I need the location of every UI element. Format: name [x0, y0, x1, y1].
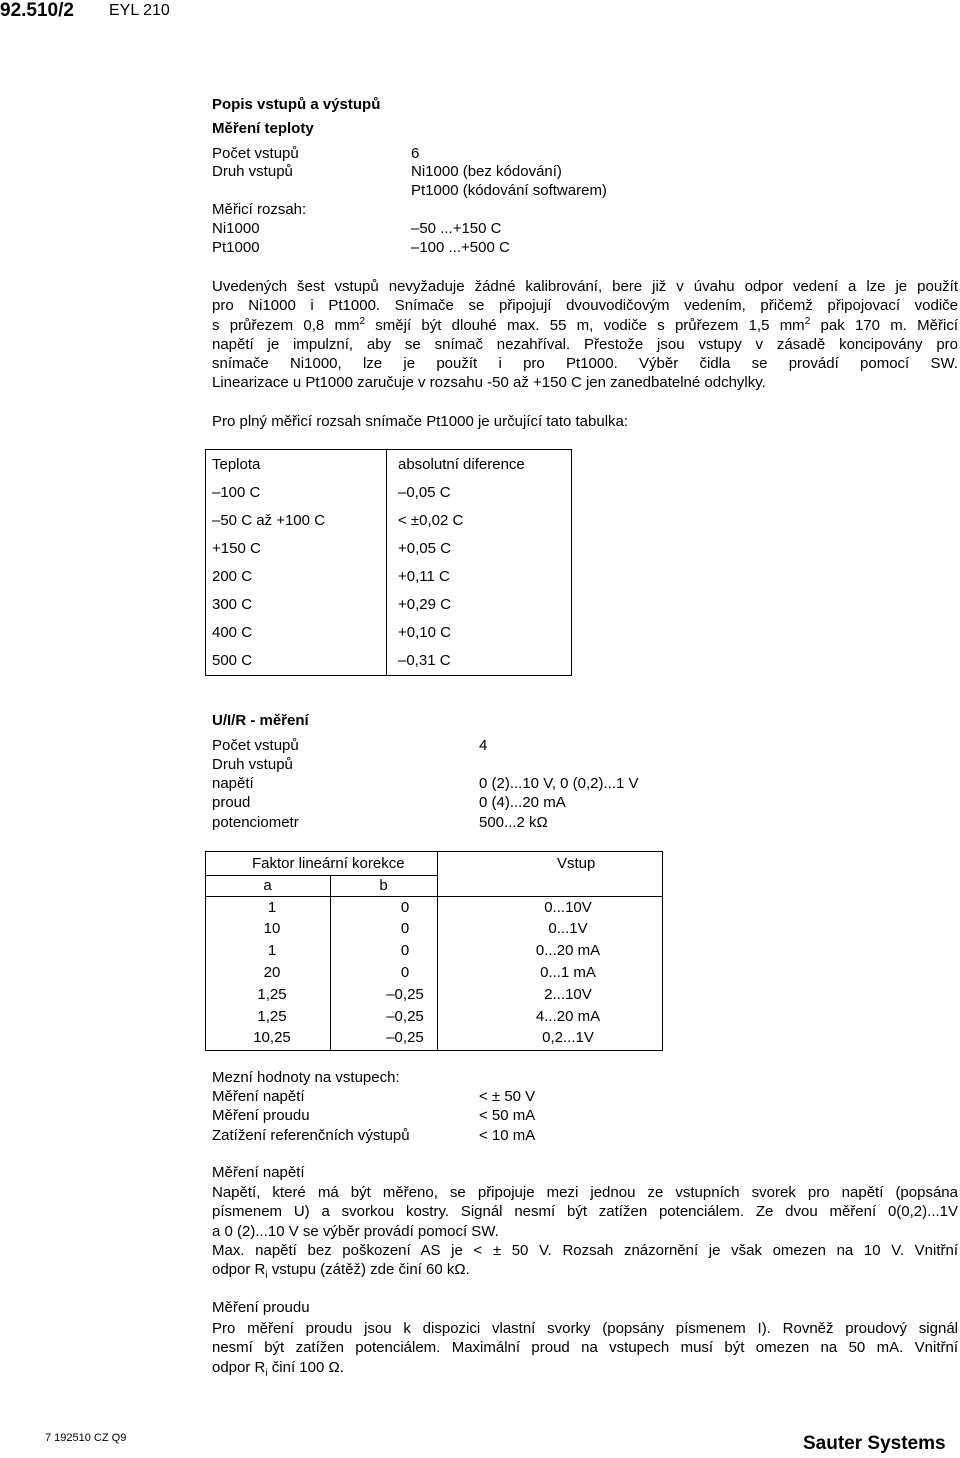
table-cell: 200 C: [212, 568, 253, 585]
row-label: Pt1000: [212, 239, 260, 256]
section-title: Popis vstupů a výstupů: [212, 96, 381, 113]
table-cell: < ±0,02 C: [398, 512, 464, 529]
table-cell: 20: [263, 964, 281, 981]
table-subheader: a: [263, 877, 272, 894]
table-header: Teplota: [212, 456, 261, 473]
table-intro: Pro plný měřicí rozsah snímače Pt1000 je určující tato tabulka:: [212, 413, 629, 430]
paragraph-line-with-superscripts: s průřezem 0,8 $mm^2$ smějí být dlouhé max. 55 m, vodiče s průřezem 1,5 $mm^2$ pak 170 m. Měřicí: [212, 315, 958, 334]
row-label: Druh vstupů: [212, 756, 293, 773]
row-value: 0 (4)...20 mA: [479, 794, 566, 811]
table-cell: 1,25: [257, 1008, 287, 1025]
row-value: 500...2 kΩ: [479, 814, 548, 831]
table-header: absolutní diference: [398, 456, 525, 473]
table-cell: 10,25: [253, 1029, 291, 1046]
table-cell: –0,31 C: [398, 652, 451, 669]
table-cell: 0: [400, 964, 410, 981]
paragraph-line: pro Ni1000 i Pt1000. Snímače se připojují dvouvodičovým vedením, přičemž připojovací vodiče: [212, 297, 958, 315]
limit-value: < 10 mA: [479, 1127, 536, 1144]
row-value: 6: [411, 145, 420, 162]
document-id: EYL 210: [109, 2, 170, 19]
row-label: Počet vstupů: [212, 145, 299, 162]
table-cell: +0,29 C: [398, 596, 451, 613]
row-value: 4: [479, 737, 488, 754]
table-cell: 10: [263, 920, 281, 937]
row-value: –100 ...+500 C: [411, 239, 510, 256]
row-label: potenciometr: [212, 814, 299, 831]
paragraph-line: Max. napětí bez poškození AS je < ± 50 V. Rozsah znázornění je však omezen na 10 V. Vnitřní: [212, 1241, 958, 1259]
table-cell: 500 C: [212, 652, 253, 669]
limit-label: Měření napětí: [212, 1088, 305, 1105]
page-number: 92.510/2: [0, 0, 74, 21]
table-cell: –50 C až +100 C: [212, 512, 325, 529]
limits-title: Mezní hodnoty na vstupech:: [212, 1069, 400, 1086]
table-divider: [205, 875, 437, 876]
paragraph-line: napětí je impulzní, aby se snímač nezahříval. Přestože jsou vstupy v zásadě koncipovány pro: [212, 335, 958, 353]
row-label: napětí: [212, 775, 254, 792]
row-label: proud: [212, 794, 251, 811]
paragraph-line: a 0 (2)...10 V se výběr provádí pomocí SW.: [212, 1222, 499, 1240]
row-value: 0 (2)...10 V, 0 (0,2)...1 V: [479, 775, 639, 792]
row-label: Počet vstupů: [212, 737, 299, 754]
limit-label: Měření proudu: [212, 1107, 310, 1124]
table-cell: –0,25: [386, 986, 424, 1003]
table-cell: –0,25: [386, 1008, 424, 1025]
footer-code: 7 192510 CZ Q9: [45, 1432, 127, 1444]
table-cell: 0: [400, 920, 410, 937]
paragraph-line: snímače Ni1000, lze je použít i pro Pt1000. Výběr čidla se provádí pomocí SW.: [212, 355, 958, 373]
table-cell: 1: [267, 942, 277, 959]
paragraph-line: písmenem U) a svorkou kostry. Signál nesmí být zatížen potenciálem. Ze dvou měření 0(0,2)...1V: [212, 1203, 958, 1221]
section-title: U/I/R - měření: [212, 712, 309, 729]
row-label: Druh vstupů: [212, 163, 293, 180]
table-cell: 0...20 mA: [535, 942, 601, 959]
table-cell: 2...10V: [544, 986, 592, 1003]
table-cell: 0: [400, 942, 410, 959]
table-cell: 0...10V: [544, 899, 592, 916]
table-divider: [205, 896, 663, 897]
section-subtitle: Měření teploty: [212, 120, 314, 137]
table-cell: 0...1 mA: [540, 964, 596, 981]
table-cell: –0,05 C: [398, 484, 451, 501]
limit-label: Zatížení referenčních výstupů: [212, 1127, 410, 1144]
voltage-paragraph: [212, 1183, 958, 1285]
paragraph-line: Linearizace u Pt1000 zaručuje v rozsahu -50 až +150 C jen zanedbatelné odchylky.: [212, 374, 766, 392]
row-value: –50 ...+150 C: [411, 220, 502, 237]
voltage-title: Měření napětí: [212, 1164, 305, 1181]
table-header: Vstup: [557, 855, 596, 872]
table-cell: 1: [267, 899, 277, 916]
current-paragraph: [212, 1319, 958, 1383]
table-subheader: b: [379, 877, 388, 894]
paragraph-line: nesmí být zatížen potenciálem. Maximální proud na vstupech musí být omezen na 50 mA. Vnitřní: [212, 1339, 958, 1357]
table-cell: 0...1V: [548, 920, 588, 937]
row-label: Měřicí rozsah:: [212, 201, 307, 218]
current-title: Měření proudu: [212, 1299, 310, 1316]
limit-value: < 50 mA: [479, 1107, 536, 1124]
paragraph-line-with-subscript: odpor $R_i$ činí 100 Ω.: [212, 1358, 344, 1379]
paragraph-line: Uvedených šest vstupů nevyžaduje žádné kalibrování, bere již v úvahu odpor vedení a lze je použít: [212, 278, 958, 295]
row-value: Ni1000 (bez kódování): [411, 163, 562, 180]
table-cell: 1,25: [257, 986, 287, 1003]
table-cell: 4...20 mA: [535, 1008, 601, 1025]
description-paragraph: [212, 277, 958, 393]
paragraph-line: Pro měření proudu jsou k dispozici vlastní svorky (popsány písmenem I). Rovněž proudový signál: [212, 1320, 958, 1337]
table-cell: –100 C: [212, 484, 261, 501]
paragraph-line: Napětí, které má být měřeno, se připojuje mezi jednou ze vstupních svorek pro napětí (popsána: [212, 1184, 958, 1201]
row-label: Ni1000: [212, 220, 260, 237]
table-cell: +0,10 C: [398, 624, 451, 641]
table-cell: +150 C: [212, 540, 261, 557]
temperature-table: [205, 449, 572, 676]
paragraph-line-with-subscript: odpor $R_i$ vstupu (zátěž) zde činí 60 kΩ.: [212, 1261, 470, 1282]
table-divider: [386, 449, 387, 676]
table-cell: 300 C: [212, 596, 253, 613]
table-cell: +0,11 C: [398, 568, 450, 585]
table-cell: 400 C: [212, 624, 253, 641]
table-cell: –0,25: [386, 1029, 424, 1046]
table-cell: 0,2...1V: [542, 1029, 594, 1046]
limit-value: < ± 50 V: [479, 1088, 536, 1105]
row-value: Pt1000 (kódování softwarem): [411, 182, 607, 199]
table-header: Faktor lineární korekce: [252, 855, 405, 872]
footer-brand: Sauter Systems: [803, 1433, 946, 1454]
table-cell: 0: [400, 899, 410, 916]
table-cell: +0,05 C: [398, 540, 451, 557]
